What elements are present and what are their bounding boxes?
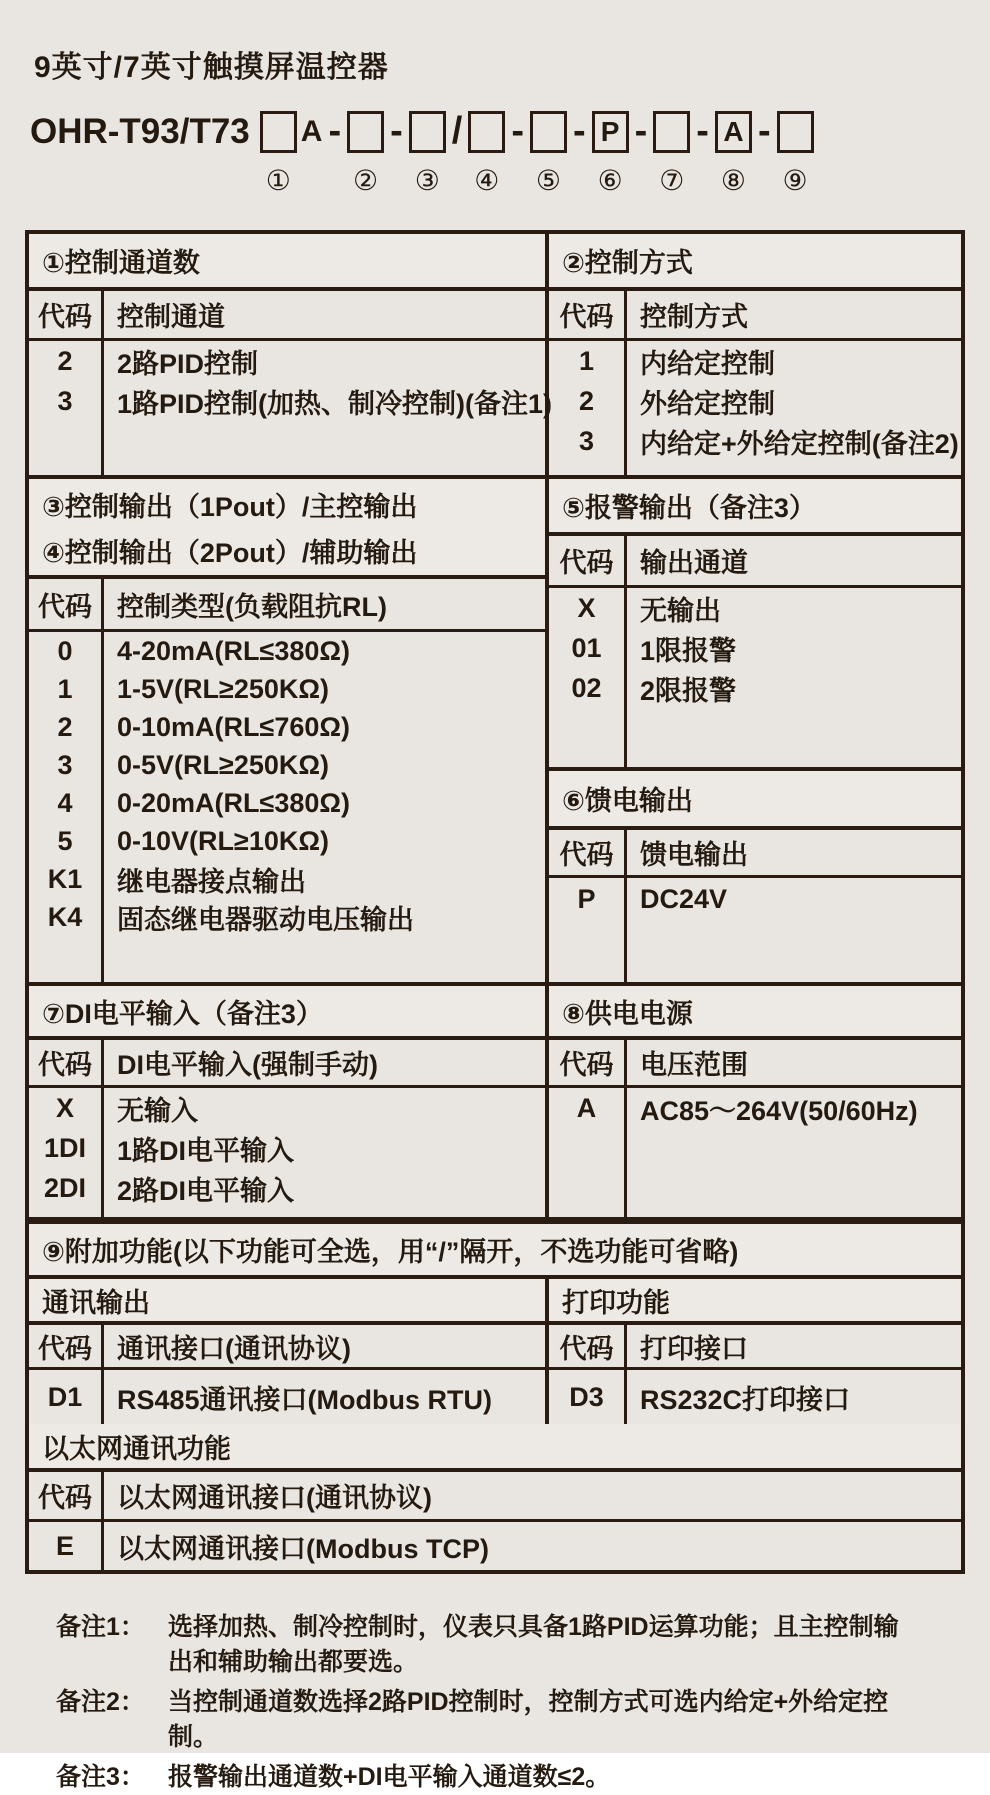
model-box-4: [468, 111, 505, 153]
section-title: ⑧供电电源: [549, 986, 961, 1040]
model-box-2: [347, 111, 384, 153]
circle-index-1: ①: [265, 166, 291, 197]
code-cell: 2: [57, 711, 73, 742]
code-cell: K4: [47, 901, 83, 932]
circle-index-6: ⑥: [597, 166, 623, 197]
code-cell: 3: [57, 749, 73, 780]
model-segment-1: [260, 110, 323, 198]
circle-index-8: ⑧: [720, 166, 746, 197]
desc-cell: 2路PID控制: [117, 348, 259, 379]
section-title-line1: ③控制输出（1Pout）/主控输出: [42, 491, 418, 522]
model-box-3: [409, 111, 446, 153]
code-cell: X: [577, 592, 596, 623]
section-title: ⑨附加功能(以下功能可全选，用“/”隔开，不选功能可省略): [29, 1224, 961, 1279]
desc-cell: 2限报警: [640, 675, 737, 706]
section-control-channels: [29, 234, 553, 475]
code-header: 代码: [29, 291, 101, 341]
desc-cell: 无输出: [640, 595, 721, 626]
section-title: ②控制方式: [549, 234, 961, 291]
desc-cell: RS485通讯接口(Modbus RTU): [117, 1384, 493, 1415]
note-1: [56, 1610, 960, 1680]
model-segment-9: [777, 110, 814, 198]
section-feed-output: [549, 771, 961, 982]
subsection-title: 打印功能: [549, 1279, 961, 1325]
code-cell: 2DI: [43, 1172, 87, 1203]
model-segment-4: [468, 110, 505, 198]
model-box-8: [715, 111, 752, 153]
code-header: 代码: [29, 1040, 101, 1088]
desc-header: 控制类型(负载阻抗RL): [104, 579, 545, 632]
code-cell: 5: [57, 825, 73, 856]
notes: [56, 1610, 960, 1795]
desc-cell: 继电器接点输出: [117, 866, 306, 897]
desc-cell: AC85～264V(50/60Hz): [640, 1095, 918, 1126]
desc-cell: 外给定控制: [640, 388, 775, 419]
desc-header: 输出通道: [627, 536, 961, 588]
section-print-function: [549, 1279, 961, 1424]
model-separator: -: [696, 110, 709, 152]
model-box-5: [530, 111, 567, 153]
model-box-letter: A: [723, 116, 744, 147]
code-cell: 3: [578, 425, 595, 456]
code-cell: A: [576, 1092, 597, 1123]
band-3: [29, 986, 961, 1224]
section-title: ⑦DI电平输入（备注3）: [29, 986, 545, 1040]
circle-index-9: ⑨: [782, 166, 808, 197]
desc-header: 通讯接口(通讯协议): [104, 1325, 545, 1370]
page-title: 9英寸/7英寸触摸屏温控器: [34, 51, 389, 84]
desc-cell: DC24V: [640, 883, 728, 914]
circle-index-2: ②: [353, 166, 379, 197]
model-box-letter: P: [600, 116, 620, 147]
section-title: ⑥馈电输出: [549, 771, 961, 830]
code-cell: 2: [57, 345, 73, 376]
section-comm-output: [29, 1279, 549, 1424]
model-segment-6: [592, 110, 629, 198]
desc-header: 打印接口: [627, 1325, 961, 1370]
code-cell: 3: [57, 385, 73, 416]
desc-header: 馈电输出: [627, 830, 961, 878]
circle-index-5: ⑤: [535, 166, 562, 197]
desc-cell: 1限报警: [640, 635, 737, 666]
code-header: 代码: [29, 579, 101, 632]
note-2: [56, 1685, 960, 1755]
desc-cell: 1路PID控制(加热、制冷控制)(备注1): [117, 388, 553, 419]
section-alarm-output: [549, 479, 961, 771]
model-separator: -: [572, 110, 586, 152]
model-box-6: [592, 111, 629, 153]
code-cell: E: [55, 1530, 74, 1561]
code-cell: 1: [57, 673, 73, 704]
desc-cell: 无输入: [117, 1095, 198, 1126]
code-header: 代码: [29, 1472, 101, 1522]
desc-cell: 1-5V(RL≥250KΩ): [117, 673, 330, 704]
model-segment-8: [715, 110, 752, 198]
section-power-supply: [549, 986, 961, 1217]
model-segment-7: [653, 110, 690, 198]
desc-cell: 内给定控制: [640, 348, 775, 379]
note-label: 备注3：: [56, 1763, 145, 1791]
subsection-title: 以太网通讯功能: [29, 1424, 961, 1472]
desc-cell: 0-20mA(RL≤380Ω): [117, 787, 351, 818]
code-header: 代码: [549, 1040, 624, 1088]
code-cell: 01: [571, 632, 602, 663]
note-label: 备注1：: [56, 1613, 145, 1641]
model-segment-3: [409, 110, 446, 198]
note-text: 选择加热、制冷控制时，仪表只具备1路PID运算功能；且主控制输出和辅助输出都要选。: [168, 1613, 899, 1676]
model-segment-2: [347, 110, 384, 198]
model-code-line: [30, 110, 990, 198]
circle-index-3: ③: [414, 166, 440, 197]
desc-header: 控制通道: [104, 291, 545, 341]
section-right-stack: [549, 479, 961, 982]
section-title-line2: ④控制输出（2Pout）/辅助输出: [42, 537, 418, 568]
section-control-mode: [549, 234, 961, 475]
band-4-additional-functions: [29, 1224, 961, 1570]
section-title: ①控制通道数: [29, 234, 545, 291]
note-3: [56, 1760, 960, 1795]
band-2: [29, 479, 961, 986]
code-header: 代码: [549, 291, 624, 341]
code-cell: X: [55, 1092, 74, 1123]
code-cell: D1: [47, 1381, 83, 1412]
model-segment-5: [530, 110, 567, 198]
code-header: 代码: [29, 1325, 101, 1370]
code-cell: 2: [578, 385, 595, 416]
code-header: 代码: [549, 1325, 624, 1370]
code-cell: P: [577, 883, 596, 914]
ordering-table: [25, 230, 965, 1574]
section-title: [29, 479, 545, 579]
desc-cell: 0-5V(RL≥250KΩ): [117, 749, 330, 780]
desc-cell: 1路DI电平输入: [117, 1135, 295, 1166]
code-cell: 1DI: [43, 1132, 87, 1163]
code-cell: K1: [47, 863, 83, 894]
model-box-7: [653, 111, 690, 153]
code-cell: 0: [57, 635, 73, 666]
desc-cell: 2路DI电平输入: [117, 1175, 295, 1206]
section-ethernet: [29, 1424, 961, 1570]
note-text: 报警输出通道数+DI电平输入通道数≤2。: [168, 1763, 611, 1791]
code-cell: 4: [57, 787, 73, 818]
circle-index-4: ④: [474, 166, 500, 197]
desc-cell: 0-10mA(RL≤760Ω): [117, 711, 351, 742]
section-title: ⑤报警输出（备注3）: [549, 479, 961, 536]
desc-header: DI电平输入(强制手动): [104, 1040, 545, 1088]
model-box-1: [260, 111, 297, 153]
note-text: 当控制通道数选择2路PID控制时，控制方式可选内给定+外给定控制。: [168, 1688, 889, 1751]
code-cell: 02: [571, 672, 602, 703]
model-separator: -: [328, 110, 342, 152]
code-header: 代码: [549, 536, 624, 588]
model-separator-slash: /: [451, 110, 463, 152]
model-separator: -: [511, 110, 524, 152]
model-separator: -: [634, 110, 648, 152]
desc-cell: RS232C打印接口: [640, 1384, 851, 1415]
code-cell: D3: [569, 1381, 604, 1412]
model-box-9: [777, 111, 814, 153]
band-1: [29, 234, 961, 479]
subsection-title: 通讯输出: [29, 1279, 545, 1325]
desc-header: 电压范围: [627, 1040, 961, 1088]
section-di-input: [29, 986, 549, 1217]
desc-header: 以太网通讯接口(通讯协议): [104, 1472, 961, 1522]
code-cell: 1: [578, 345, 595, 376]
desc-cell: 以太网通讯接口(Modbus TCP): [117, 1533, 489, 1564]
section-control-output: [29, 479, 549, 982]
note-label: 备注2：: [56, 1688, 145, 1716]
desc-cell: 0-10V(RL≥10KΩ): [117, 825, 330, 856]
code-header: 代码: [549, 830, 624, 878]
model-fixed-letter-a: A: [300, 115, 323, 148]
desc-header: 控制方式: [627, 291, 961, 341]
circle-index-7: ⑦: [659, 166, 685, 197]
model-prefix: OHR-T93/T73: [30, 112, 250, 151]
model-separator: -: [390, 110, 403, 152]
desc-cell: 固态继电器驱动电压输出: [117, 904, 414, 935]
desc-cell: 4-20mA(RL≤380Ω): [117, 635, 351, 666]
model-separator: -: [757, 110, 771, 152]
desc-cell: 内给定+外给定控制(备注2): [640, 428, 959, 459]
